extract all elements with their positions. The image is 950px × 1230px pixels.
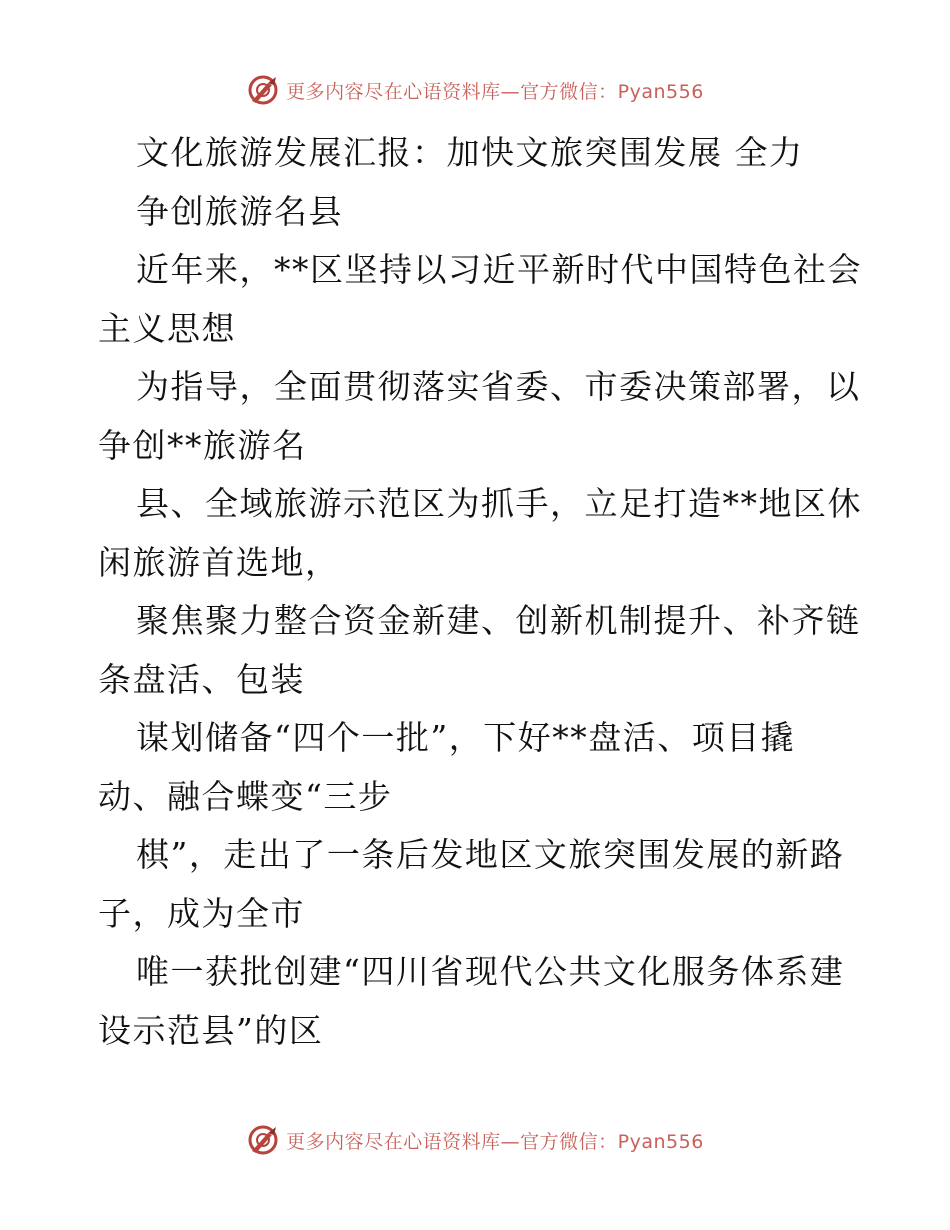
banner-text: 更多内容尽在心语资料库—官方微信：Pyan556	[286, 80, 704, 103]
text-line: 设示范县”的区	[98, 1010, 324, 1050]
text-line: 棋”，走出了一条后发地区文旅突围发展的新路	[136, 835, 845, 874]
document-body	[98, 124, 862, 1060]
text-line: 争创旅游名县	[136, 191, 343, 231]
footer-banner	[0, 1122, 950, 1158]
text-line: 条盘活、包装	[98, 659, 305, 699]
text-line: 县、全域旅游示范区为抓手，立足打造**地区休	[136, 484, 862, 523]
text-line: 唯一获批创建“四川省现代公共文化服务体系建	[136, 952, 845, 991]
brand-logo-icon	[246, 1123, 280, 1157]
text-line: 谋划储备“四个一批”，下好**盘活、项目撬	[136, 718, 796, 757]
banner-text: 更多内容尽在心语资料库—官方微信：Pyan556	[286, 1130, 704, 1153]
header-banner	[0, 72, 950, 108]
text-line: 聚焦聚力整合资金新建、创新机制提升、补齐链	[136, 601, 861, 640]
text-line: 闲旅游首选地，	[98, 542, 340, 582]
text-line: 近年来，**区坚持以习近平新时代中国特色社会	[136, 250, 862, 289]
text-line: 动、融合蝶变“三步	[98, 776, 393, 816]
text-line: 主义思想	[98, 308, 236, 348]
text-line: 争创**旅游名	[98, 425, 307, 465]
text-line: 为指导，全面贯彻落实省委、市委决策部署，以	[136, 367, 861, 406]
text-line: 子，成为全市	[98, 893, 305, 933]
brand-logo-icon	[246, 73, 280, 107]
text-line: 文化旅游发展汇报：加快文旅突围发展 全力	[136, 133, 804, 172]
